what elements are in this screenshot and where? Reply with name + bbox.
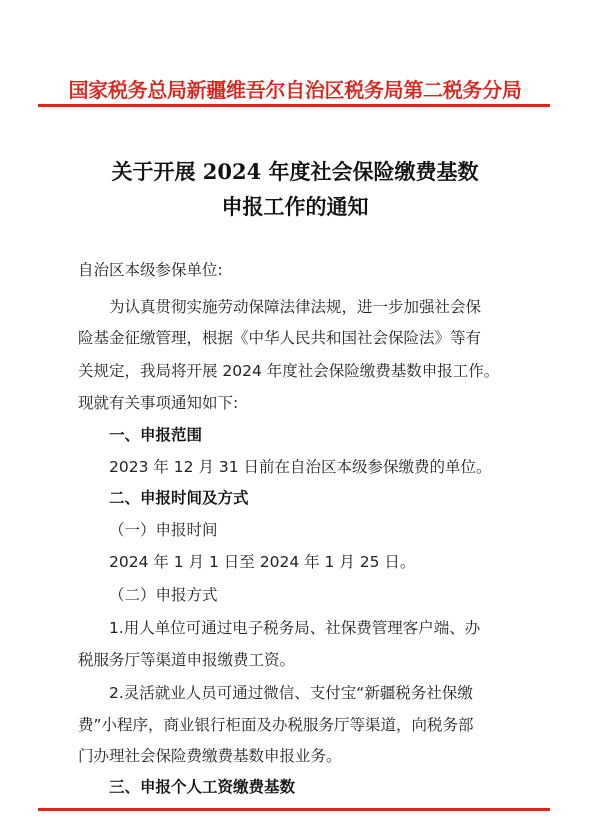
header-red-rule bbox=[38, 104, 550, 107]
subsection-text: 2024 年 1 月 1 日至 2024 年 1 月 25 日。 bbox=[109, 553, 416, 571]
list-item-line: 门办理社会保险费缴费基数申报业务。 bbox=[78, 747, 342, 765]
footer-red-rule bbox=[38, 808, 550, 811]
salutation: 自治区本级参保单位: bbox=[78, 261, 223, 279]
list-item-line: 2.灵活就业人员可通过微信、支付宝“新疆税务社保缴 bbox=[109, 684, 473, 702]
section-text: 2023 年 12 月 31 日前在自治区本级参保缴费的单位。 bbox=[109, 458, 492, 476]
subsection-heading: （一）申报时间 bbox=[109, 521, 218, 539]
subsection-heading: （二）申报方式 bbox=[109, 586, 218, 604]
issuing-authority-header: 国家税务总局新疆维吾尔自治区税务局第二税务分局 bbox=[68, 78, 522, 102]
list-item-line: 1.用人单位可通过电子税务局、社保费管理客户端、办 bbox=[109, 619, 481, 637]
intro-line: 为认真贯彻实施劳动保障法律法规，进一步加强社会保 bbox=[109, 298, 482, 316]
notice-title-line-2: 申报工作的通知 bbox=[221, 194, 369, 219]
intro-line: 现就有关事项通知如下: bbox=[78, 394, 239, 412]
notice-title-line-1: 关于开展 2024 年度社会保险缴费基数 bbox=[111, 159, 479, 184]
list-item-line: 费”小程序，商业银行柜面及办税服务厅等渠道，向税务部 bbox=[78, 716, 474, 734]
intro-line: 关规定，我局将开展 2024 年度社会保险缴费基数申报工作。 bbox=[78, 362, 500, 380]
section-heading: 三、申报个人工资缴费基数 bbox=[109, 778, 296, 796]
list-item-line: 税服务厅等渠道申报缴费工资。 bbox=[78, 651, 296, 669]
intro-line: 险基金征缴管理，根据《中华人民共和国社会保险法》等有 bbox=[78, 329, 482, 347]
section-heading: 一、申报范围 bbox=[109, 426, 203, 444]
section-heading: 二、申报时间及方式 bbox=[109, 489, 249, 507]
